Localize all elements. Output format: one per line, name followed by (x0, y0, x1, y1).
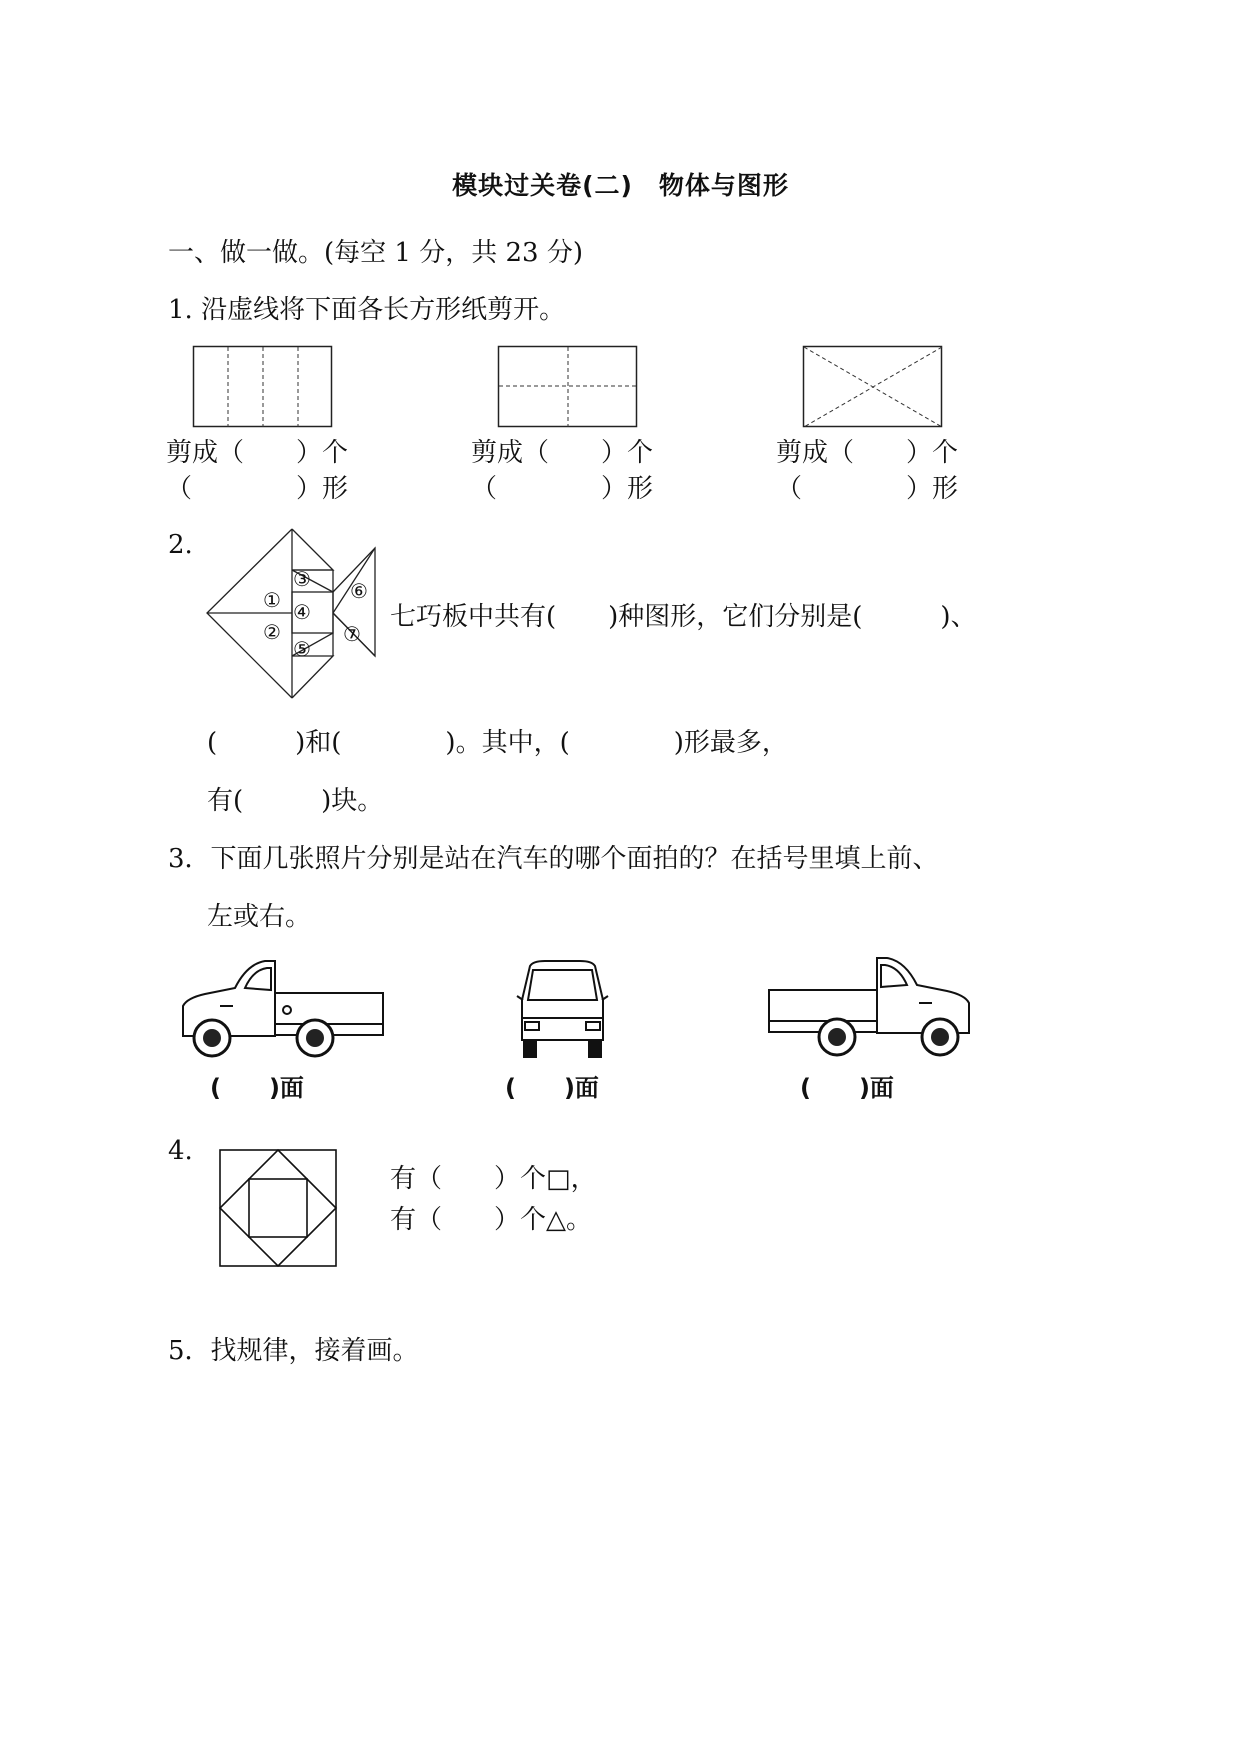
rectangle-figure-2 (498, 346, 638, 428)
rectangle-figure-1 (193, 346, 333, 428)
question-1-text: 1. 沿虚线将下面各长方形纸剪开。 (168, 295, 566, 325)
tangram-label-4: ④ (293, 600, 311, 624)
tangram-label-6: ⑥ (350, 579, 368, 603)
truck-left-side-icon (175, 958, 387, 1060)
q3-line-1: 3．下面几张照片分别是站在汽车的哪个面拍的？在括号里填上前、 (168, 844, 939, 874)
q1-caption-3-line2: （ ）形 (776, 474, 959, 504)
question-2-number: 2. (168, 530, 193, 560)
q4-line-2: 有（ ）个△。 (390, 1205, 592, 1235)
page-title: 模块过关卷(二) 物体与图形 (452, 171, 789, 200)
q3-line-2: 左或右。 (207, 902, 312, 932)
nested-squares-figure (219, 1149, 337, 1267)
tangram-label-5: ⑤ (293, 637, 311, 661)
q3-caption-3: ( )面 (800, 1074, 894, 1102)
section-heading: 一、做一做。(每空 1 分，共 23 分) (168, 238, 583, 268)
q4-line-1: 有（ ）个□， (390, 1164, 597, 1194)
tangram-label-1: ① (263, 588, 281, 612)
rectangle-figure-3 (803, 346, 943, 428)
truck-front-icon (515, 960, 610, 1060)
q2-line-2: ( )和( )。其中，( )形最多， (207, 728, 788, 758)
q1-caption-3-line1: 剪成（ ）个 (776, 438, 959, 468)
q3-caption-2: ( )面 (505, 1074, 599, 1102)
q2-line-3: 有( )块。 (207, 786, 384, 816)
question-4-number: 4. (168, 1136, 193, 1166)
tangram-label-2: ② (263, 620, 281, 644)
truck-right-side-icon (765, 955, 977, 1060)
q1-caption-1-line2: （ ）形 (166, 474, 349, 504)
tangram-label-7: ⑦ (343, 622, 361, 646)
q1-caption-2-line2: （ ）形 (471, 474, 654, 504)
q2-line-1: 七巧板中共有( )种图形，它们分别是( )、 (390, 602, 977, 632)
question-5-text: 5．找规律，接着画。 (168, 1336, 419, 1366)
q3-caption-1: ( )面 (210, 1074, 304, 1102)
q1-caption-2-line1: 剪成（ ）个 (471, 438, 654, 468)
tangram-label-3: ③ (293, 567, 311, 591)
q1-caption-1-line1: 剪成（ ）个 (166, 438, 349, 468)
